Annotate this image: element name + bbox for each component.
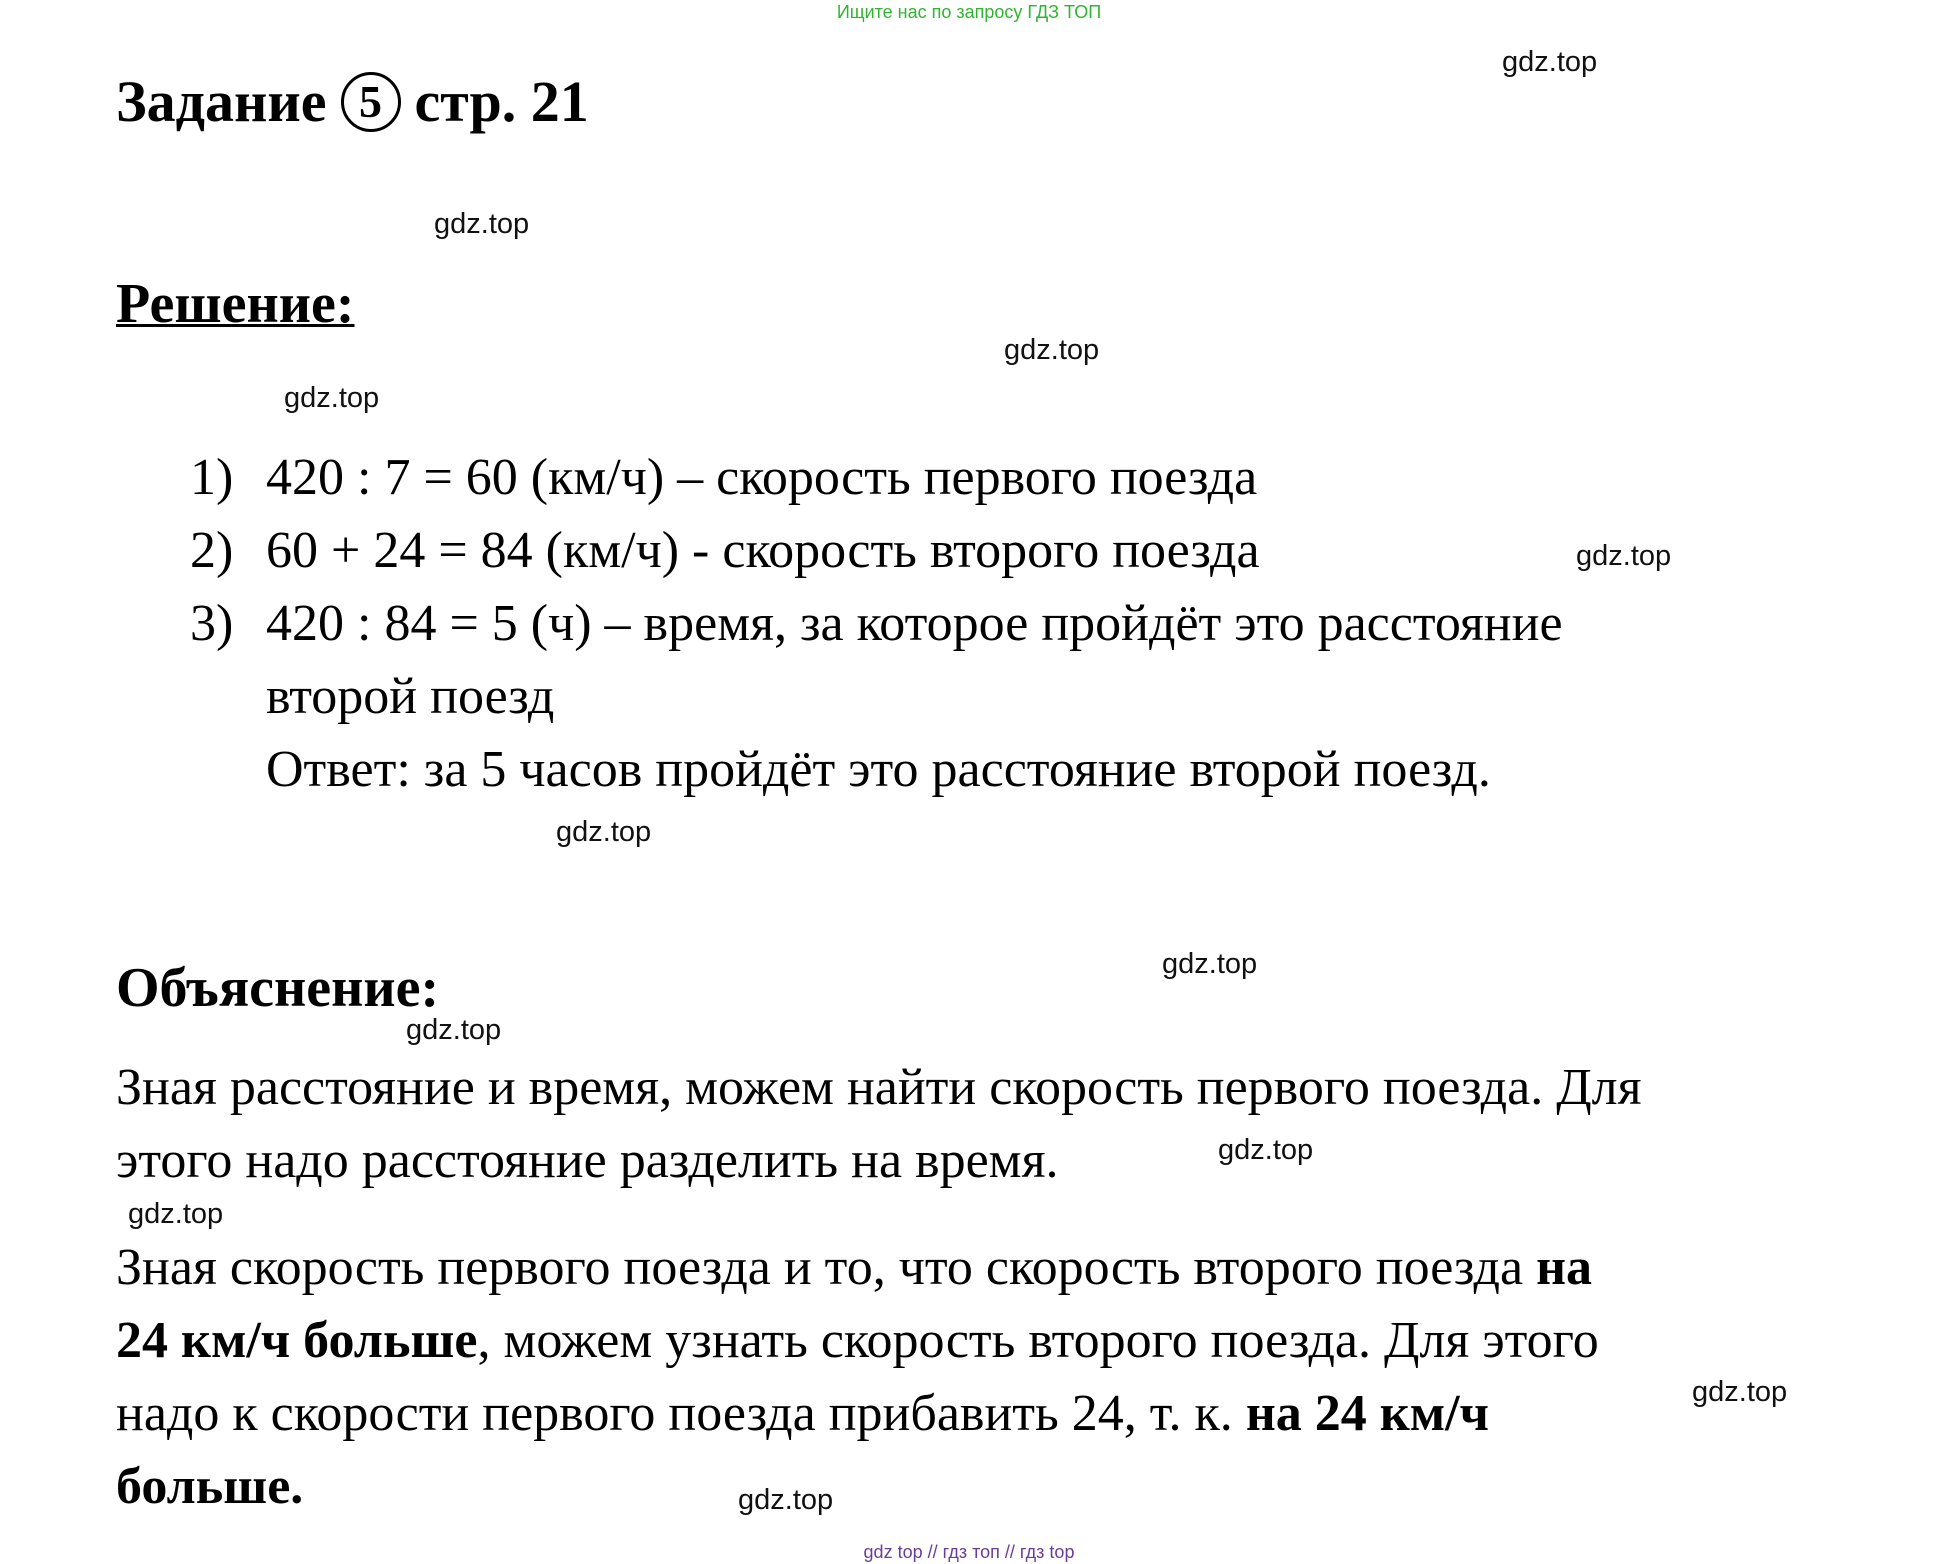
watermark: gdz.top — [556, 816, 652, 848]
step-text: 420 : 84 = 5 (ч) – время, за которое пройдёт это расстояние — [266, 595, 1563, 652]
watermark: gdz.top — [128, 1198, 224, 1230]
page-title — [116, 68, 589, 135]
step-number: 3) — [190, 595, 234, 652]
explanation-p2-line1: Зная скорость первого поезда и то, что скорость второго поезда на — [116, 1239, 1593, 1296]
watermark: gdz.top — [284, 382, 380, 414]
watermark: gdz.top — [738, 1484, 834, 1516]
step-text: 420 : 7 = 60 (км/ч) – скорость первого поезда — [266, 449, 1258, 506]
explanation-heading: Объяснение: — [116, 957, 440, 1019]
watermark: gdz.top — [1218, 1134, 1314, 1166]
watermark: gdz.top — [406, 1014, 502, 1046]
watermark: gdz.top — [434, 208, 530, 240]
title-page: стр. 21 — [414, 69, 589, 134]
solution-heading: Решение: — [116, 273, 355, 335]
explanation-p2-line3: надо к скорости первого поезда прибавить 24, т. к. на 24 км/ч — [116, 1385, 1489, 1442]
bottom-banner: gdz top // гдз топ // гдз top — [863, 1542, 1075, 1562]
step-number: 1) — [190, 449, 234, 506]
task-number-circle: 5 — [341, 72, 401, 132]
explanation-p1-line2: этого надо расстояние разделить на время. — [116, 1132, 1059, 1189]
watermark: gdz.top — [1576, 540, 1672, 572]
explanation-p2-line2: 24 км/ч больше, можем узнать скорость второго поезда. Для этого — [116, 1312, 1599, 1369]
top-banner: Ищите нас по запросу ГДЗ ТОП — [836, 2, 1102, 22]
step-number: 2) — [190, 522, 234, 579]
watermark: gdz.top — [1692, 1376, 1788, 1408]
title-prefix: Задание — [116, 69, 327, 134]
step-continuation: второй поезд — [266, 668, 555, 725]
explanation-p1-line1: Зная расстояние и время, можем найти скорость первого поезда. Для — [116, 1059, 1642, 1116]
step-text: 60 + 24 = 84 (км/ч) - скорость второго поезда — [266, 522, 1260, 579]
answer-text: Ответ: за 5 часов пройдёт это расстояние второй поезд. — [266, 741, 1491, 798]
watermark: gdz.top — [1502, 46, 1598, 78]
watermark: gdz.top — [1162, 948, 1258, 980]
explanation-p2-line4: больше. — [116, 1458, 304, 1515]
watermark: gdz.top — [1004, 334, 1100, 366]
